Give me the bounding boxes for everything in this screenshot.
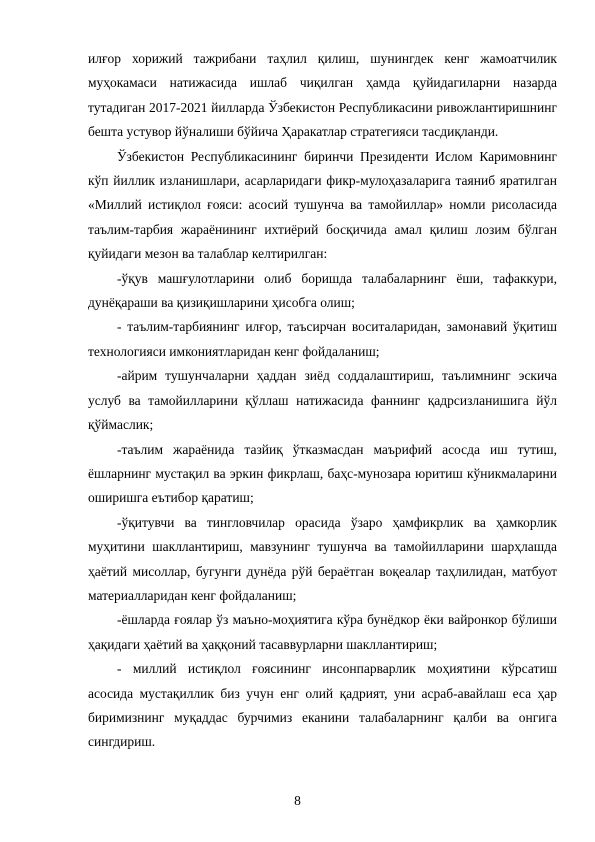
- paragraph-strategy-approval: илғор хорижий тажрибани таҳлил қилиш, шунингдек кенг жамоатчилик муҳокамаси натижасида ишлаб чиқилган ҳамда қуйидагиларни назарда тутадиган 2017-2021 йилларда Ўзбекистон Республикасини ривожлантиришнинг бешта устувор йўналиши бўйича Ҳаракатлар стратегияси тасдиқланди.: [88, 51, 557, 140]
- list-item-avoid-simplification: -айрим тушунчаларни ҳаддан зиёд соддалаштириш, таълимнинг эскича услуб ва тамойилларини қўллаш натижасида фаннинг қадрсизланишига йўл қўймаслик;: [88, 368, 557, 433]
- list-item-ideas-nature: -ёшларда ғоялар ўз маъно-моҳиятига кўра бунёдкор ёки вайронкор бўлиши ҳақидаги ҳаётий ва ҳаққоний тасаввурларни шакллантириш;: [88, 612, 557, 652]
- list-item-independent-thinking: -таълим жараёнида тазйиқ ўтказмасдан маърифий асосда иш тутиш, ёшларнинг мустақил ва эркин фикрлаш, баҳс-мунозара юритиш кўникмаларини оширишга еътибор қаратиш;: [88, 441, 557, 506]
- page-number: 8: [294, 793, 301, 808]
- list-item-independence-value: - миллий истиқлол ғоясининг инсонпарварлик моҳиятини кўрсатиш асосида мустақиллик биз учун енг олий қадрият, уни асраб-авайлаш еса ҳар биримизнинг муқаддас бурчимиз еканини талабаларнинг қалби ва онгига сингдириш.: [88, 661, 557, 750]
- list-item-age-worldview: -ўқув машғулотларини олиб боришда талабаларнинг ёши, тафаккури, дунёқараши ва қизиқишларини ҳисобга олиш;: [88, 270, 557, 311]
- list-item-modern-technology: - таълим-тарбиянинг илғор, таъсирчан воситаларидан, замонавий ўқитиш технологияси имкониятларидан кенг фойдаланиш;: [88, 319, 557, 359]
- list-item-cooperation: -ўқитувчи ва тингловчилар орасида ўзаро ҳамфикрлик ва ҳамкорлик муҳитини шакллантириш, мавзунинг тушунча ва тамойилларини шарҳлашда ҳаётий мисоллар, бугунги дунёда рўй бераётган воқеалар таҳлилидан, матбуот материалларидан кенг фойдаланиш;: [88, 514, 557, 603]
- body-text: [88, 47, 557, 755]
- paragraph-karimov-booklet: Ўзбекистон Республикасининг биринчи Президенти Ислом Каримовнинг кўп йиллик изланишлари, асарларидаги фикр-мулоҳазаларига таяниб яратилган «Миллий истиқлол ғояси: асосий тушунча ва тамойиллар» номли рисоласида таълим-тарбия жараёнининг ихтиёрий босқичида амал қилиш лозим бўлган қуйидаги мезон ва талаблар келтирилган:: [88, 148, 557, 262]
